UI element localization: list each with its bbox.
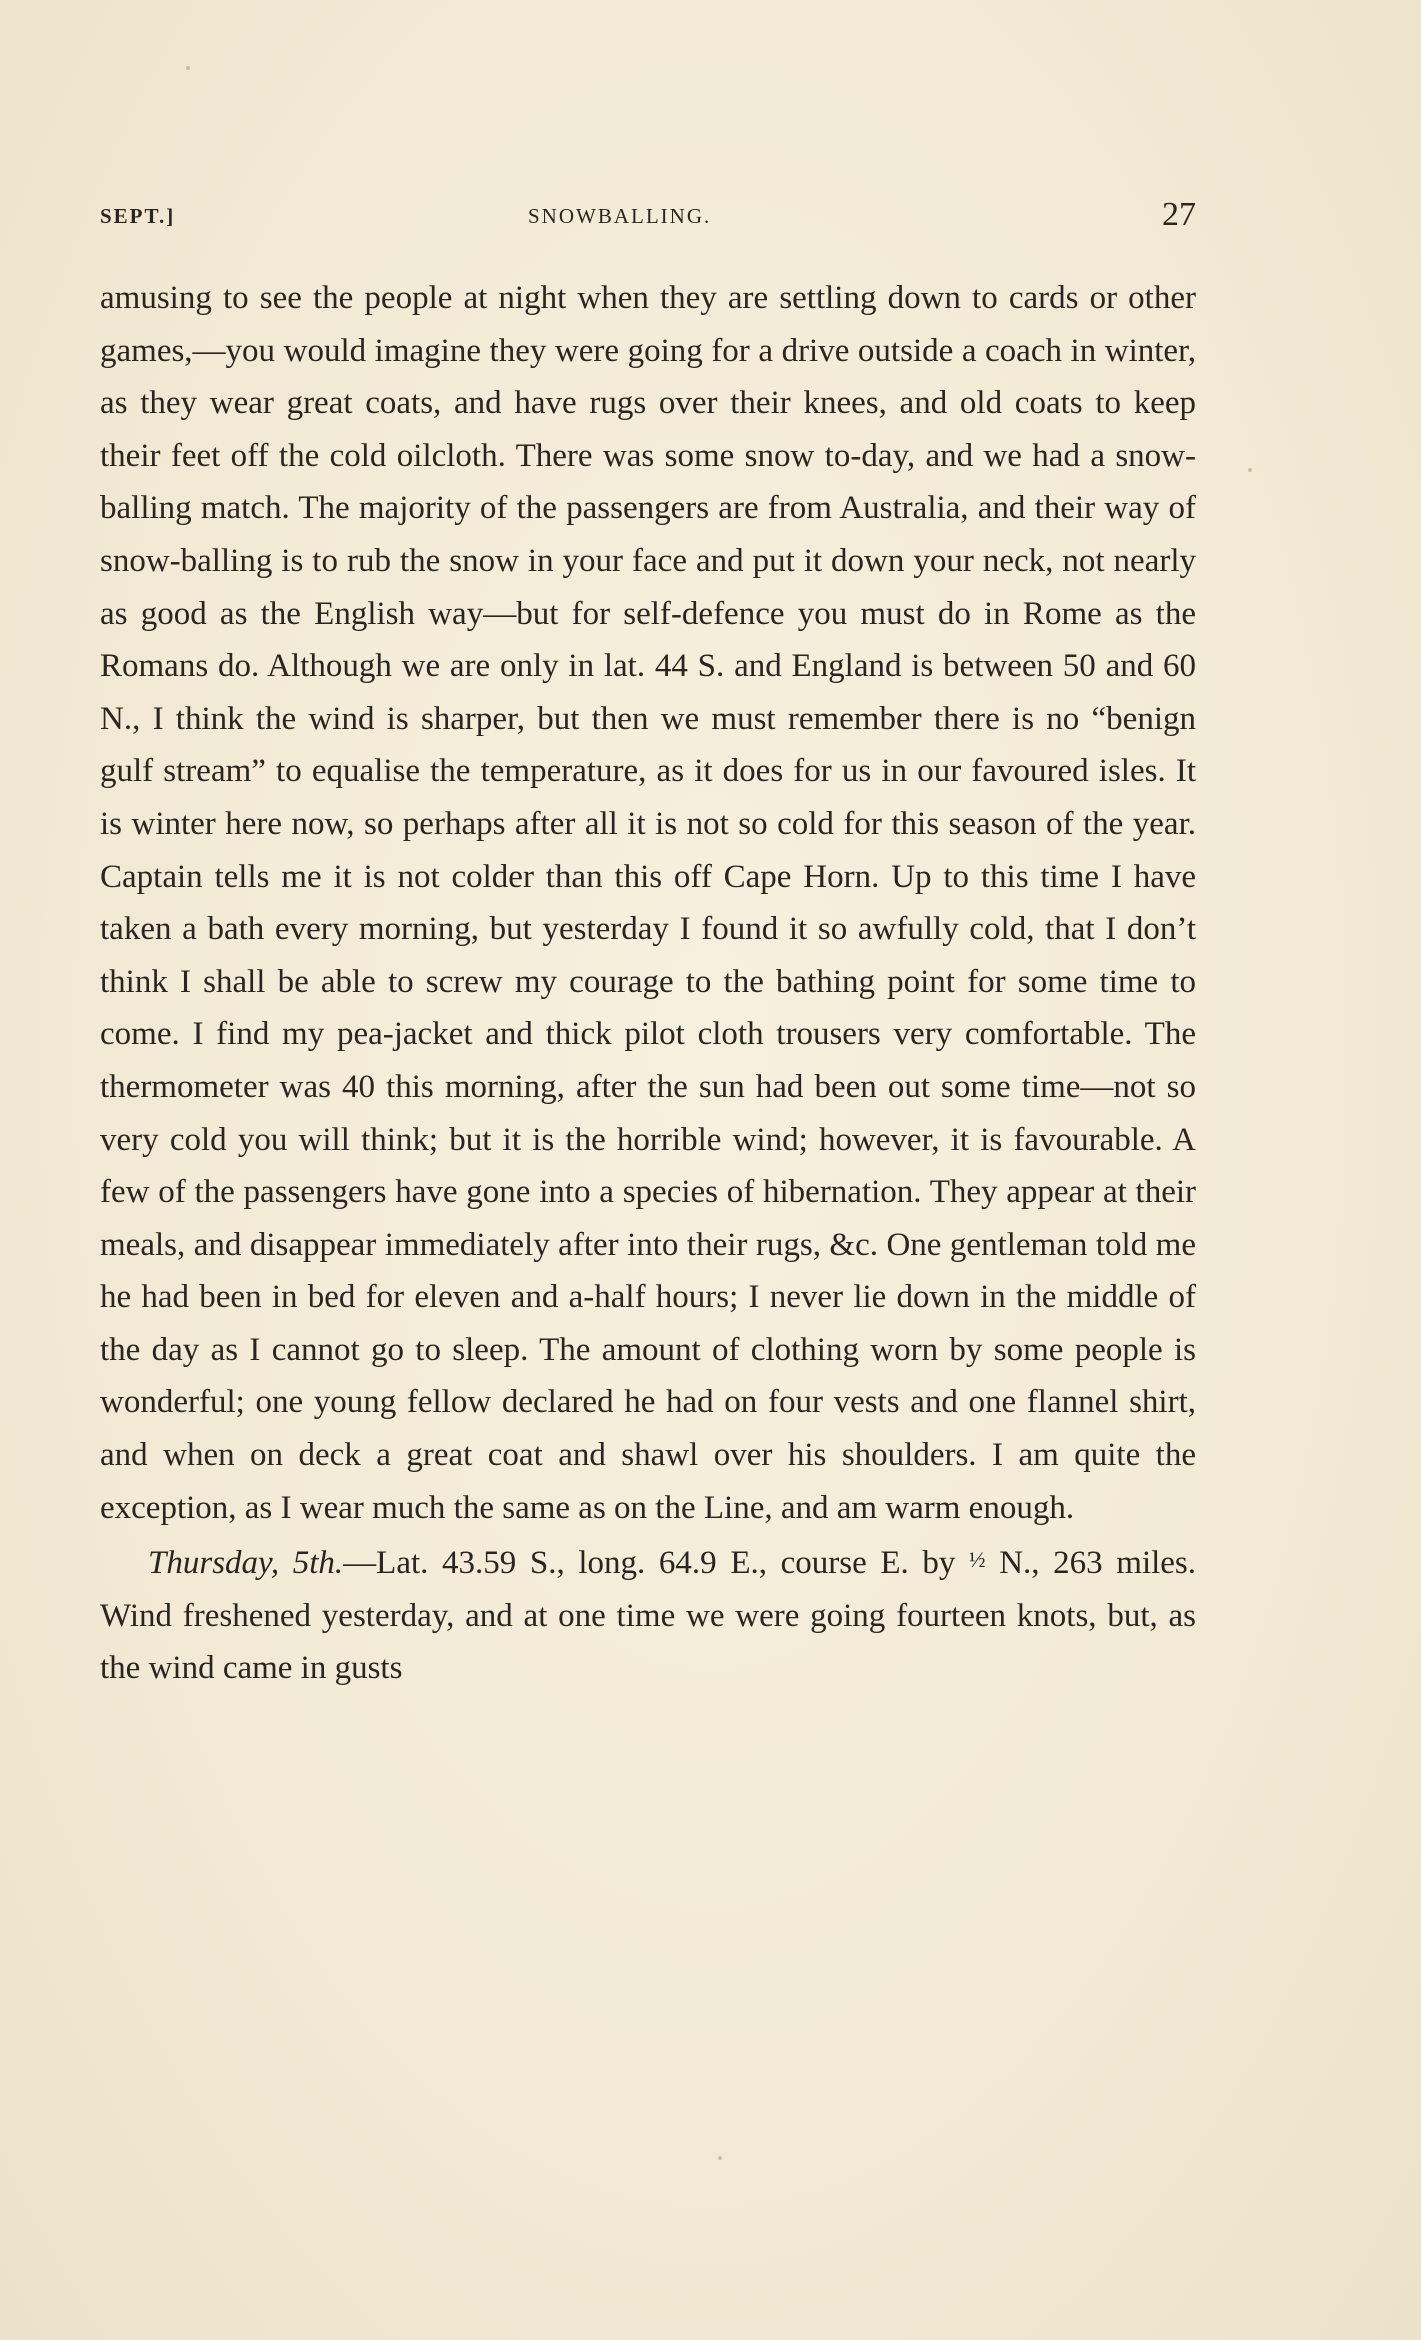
page-number: 27 [1162,196,1196,233]
paragraph-continued: amusing to see the people at night when they are settling down to cards or other games,—you would imagine they were going for a drive outside a coach in winter, as they wear great coats, and have rugs over their knees, and old coats to keep their feet off the cold oilcloth. There was some snow to-day, and we had a snow-balling match. The majority of the passengers are from Australia, and their way of snow-balling is to rub the snow in your face and put it down your neck, not nearly as good as the English way—but for self-defence you must do in Rome as the Romans do. Although we are only in lat. 44 S. and England is between 50 and 60 N., I think the wind is sharper, but then we must remember there is no “benign gulf stream” to equalise the temperature, as it does for us in our favoured isles. It is winter here now, so perhaps after all it is not so cold for this season of the year. Captain tells me it is not colder than this off Cape Horn. Up to this time I have taken a bath every morning, but yesterday I found it so awfully cold, that I don’t think I shall be able to screw my courage to the bathing point for some time to come. I find my pea-jacket and thick pilot cloth trousers very comfortable. The thermometer was 40 this morning, after the sun had been out some time—not so very cold you will think; but it is the horrible wind; however, it is favourable. A few of the passengers have gone into a species of hibernation. They appear at their meals, and disappear immediately after into their rugs, &c. One gentleman told me he had been in bed for eleven and a-half hours; I never lie down in the middle of the day as I cannot go to sleep. The amount of clothing worn by some people is wonderful; one young fellow declared he had on four vests and one flannel shirt, and when on deck a great coat and shawl over his shoulders. I am quite the exception, as I wear much the same as on the Line, and am warm enough. [100,280,1196,1526]
paper-speck [1248,468,1252,472]
running-head [100,196,1196,244]
header-month: SEPT.] [100,204,176,228]
body-text [100,272,1196,1695]
header-chapter-title: SNOWBALLING. [528,204,712,228]
entry-text-start: —Lat. 43.59 S., long. 64.9 E., course E. by [343,1545,956,1582]
course-fraction: ½ [969,1547,986,1573]
entry-text-continued: N., 263 miles. Wind freshened yesterday, and at one time we were going fourteen knots, but, as the wind came in gusts [100,1545,1197,1687]
paper-speck [186,66,190,70]
paper-speck [718,2156,722,2160]
paragraph-thursday-entry [100,1534,1196,1695]
entry-date: Thursday, 5th. [148,1545,344,1582]
